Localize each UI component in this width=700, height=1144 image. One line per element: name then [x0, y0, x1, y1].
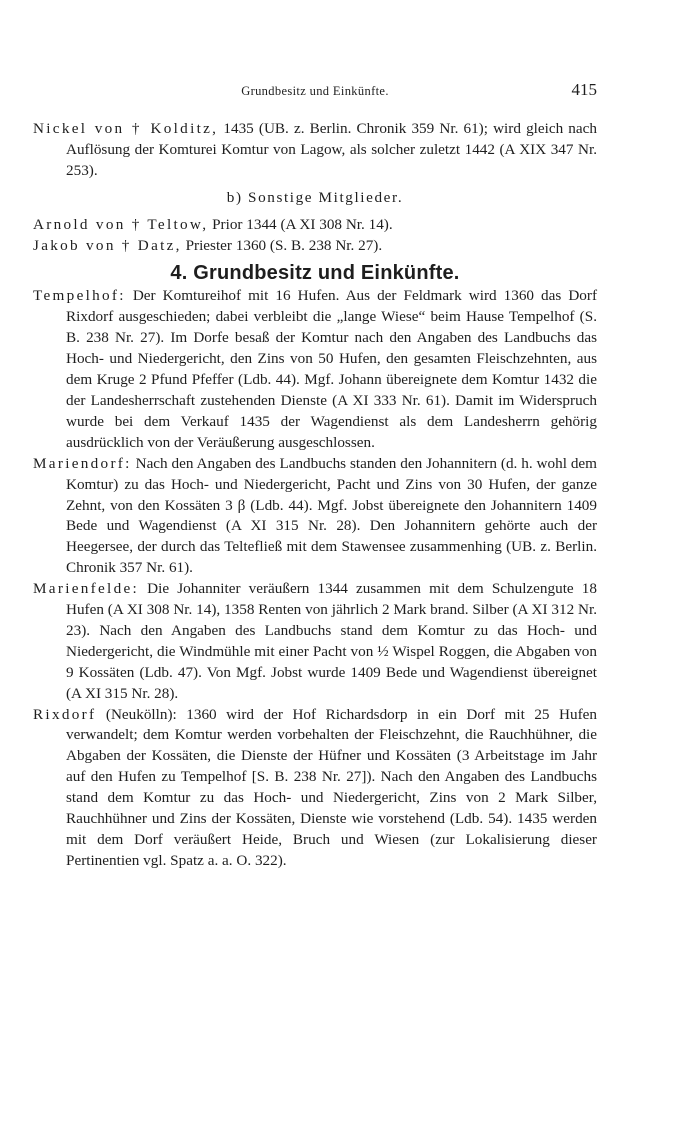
section-heading: 4. Grundbesitz und Einkünfte.: [170, 262, 460, 285]
running-head: [33, 80, 597, 106]
page-number: 415: [571, 80, 597, 99]
entry-marienfelde: [33, 579, 597, 704]
entry-text: Priester 1360 (S. B. 238 Nr. 27).: [181, 236, 383, 254]
entry-jakob: [33, 236, 597, 257]
entry-nickel: [33, 119, 597, 182]
entry-text: Der Komtureihof mit 16 Hufen. Aus der Feldmark wird 1360 das Dorf Rixdorf ausgeschieden; dabei verbleibt die „lange Wiese“ beim Hause Tempelhof (S. B. 238 Nr. 27). Im Dorfe besaß der Komtur nach den Angaben des Landbuchs das Hoch- und Niedergericht, den Zins von 50 Hufen, den gesamten Fleischzehnten, aus dem Kruge 2 Pfund Pfeffer (Ldb. 44). Mgf. Johann übereignete dem Komtur 1432 die der Landesherrschaft zustehenden Dienste (A XI 333 Nr. 61). Damit im Widerspruch wurde bei dem Verkauf 1435 der Wagendienst als dem Landesherrn gehörig ausdrücklich von der Veräußerung ausgeschlossen.: [66, 287, 597, 451]
entry-text: Nach den Angaben des Landbuchs standen den Johannitern (d. h. wohl dem Komtur) zu das Hoch- und Niedergericht, Pacht und Zins von 30 Hufen, der ganze Zehnt, von den Kossäten 3 β (Ldb. 44). Mgf. Jobst übereignete den Johannitern 1409 Bede und Wagendienst (A XI 315 Nr. 28). Den Johannitern gehörte auch der Heegersee, der durch das Teltefließ mit dem Stawensee zusammenhing (UB. z. Berlin. Chronik 357 Nr. 61).: [66, 454, 597, 577]
entry-name: Mariendorf:: [33, 454, 132, 472]
entry-text: (Neukölln): 1360 wird der Hof Richardsdorp in ein Dorf mit 25 Hufen verwandelt; dem Komtur werden vorbehalten der Fleischzehnt, die Rauchhühner, die Abgaben der Kossäten, die Dienste der Hüfner und Kossäten (3 Arbeitstage im Jahr auf den Hufen zu Tempelhof [S. B. 238 Nr. 27]). Nach den Angaben des Landbuchs stand dem Komtur zu das Hoch- und Niedergericht, Zins von 2 Mark Silber, Rauchhühner und Zins der Kossäten, Dienste wie vorstehend (Ldb. 54). 1435 werden mit dem Dorf veräußert Heide, Bruch und Wiesen (zur Lokalisierung dieser Pertinentien vgl. Spatz a. a. O. 322).: [66, 705, 597, 869]
entry-rixdorf: [33, 705, 597, 872]
entry-name: Jakob von † Datz,: [33, 236, 182, 254]
entry-name: Nickel von † Kolditz,: [33, 120, 219, 137]
entry-arnold: [33, 215, 597, 236]
entry-mariendorf: [33, 454, 597, 579]
entry-name: Marienfelde:: [33, 580, 140, 598]
running-head-title: Grundbesitz und Einkünfte.: [241, 84, 389, 98]
entry-name: Arnold von † Teltow,: [33, 215, 209, 233]
subheading-other-members: b) Sonstige Mitglieder.: [226, 188, 404, 206]
entry-name: Rixdorf: [33, 705, 97, 723]
page-body: [33, 119, 597, 872]
entry-text: 1435 (UB. z. Berlin. Chronik 359 Nr. 61); wird gleich nach Auflösung der Komturei Komtur von Lagow, als solcher zuletzt 1442 (A XIX 347 Nr. 253).: [66, 120, 597, 179]
entry-text: Die Johanniter veräußern 1344 zusammen mit dem Schulzengute 18 Hufen (A XI 308 Nr. 14), 1358 Renten von jährlich 2 Mark brand. Silber (A XI 312 Nr. 23). Nach den Angaben des Landbuchs stand dem Komtur zu das Hoch- und Niedergericht, die Windmühle mit einer Pacht von ½ Wispel Roggen, die Abgaben von 9 Kossäten (Ldb. 47). Von Mgf. Jobst wurde 1409 Bede und Wagendienst übereignet (A XI 315 Nr. 28).: [66, 580, 597, 702]
entry-tempelhof: [33, 286, 597, 453]
entry-name: Tempelhof:: [33, 287, 126, 305]
entry-text: Prior 1344 (A XI 308 Nr. 14).: [208, 215, 393, 233]
